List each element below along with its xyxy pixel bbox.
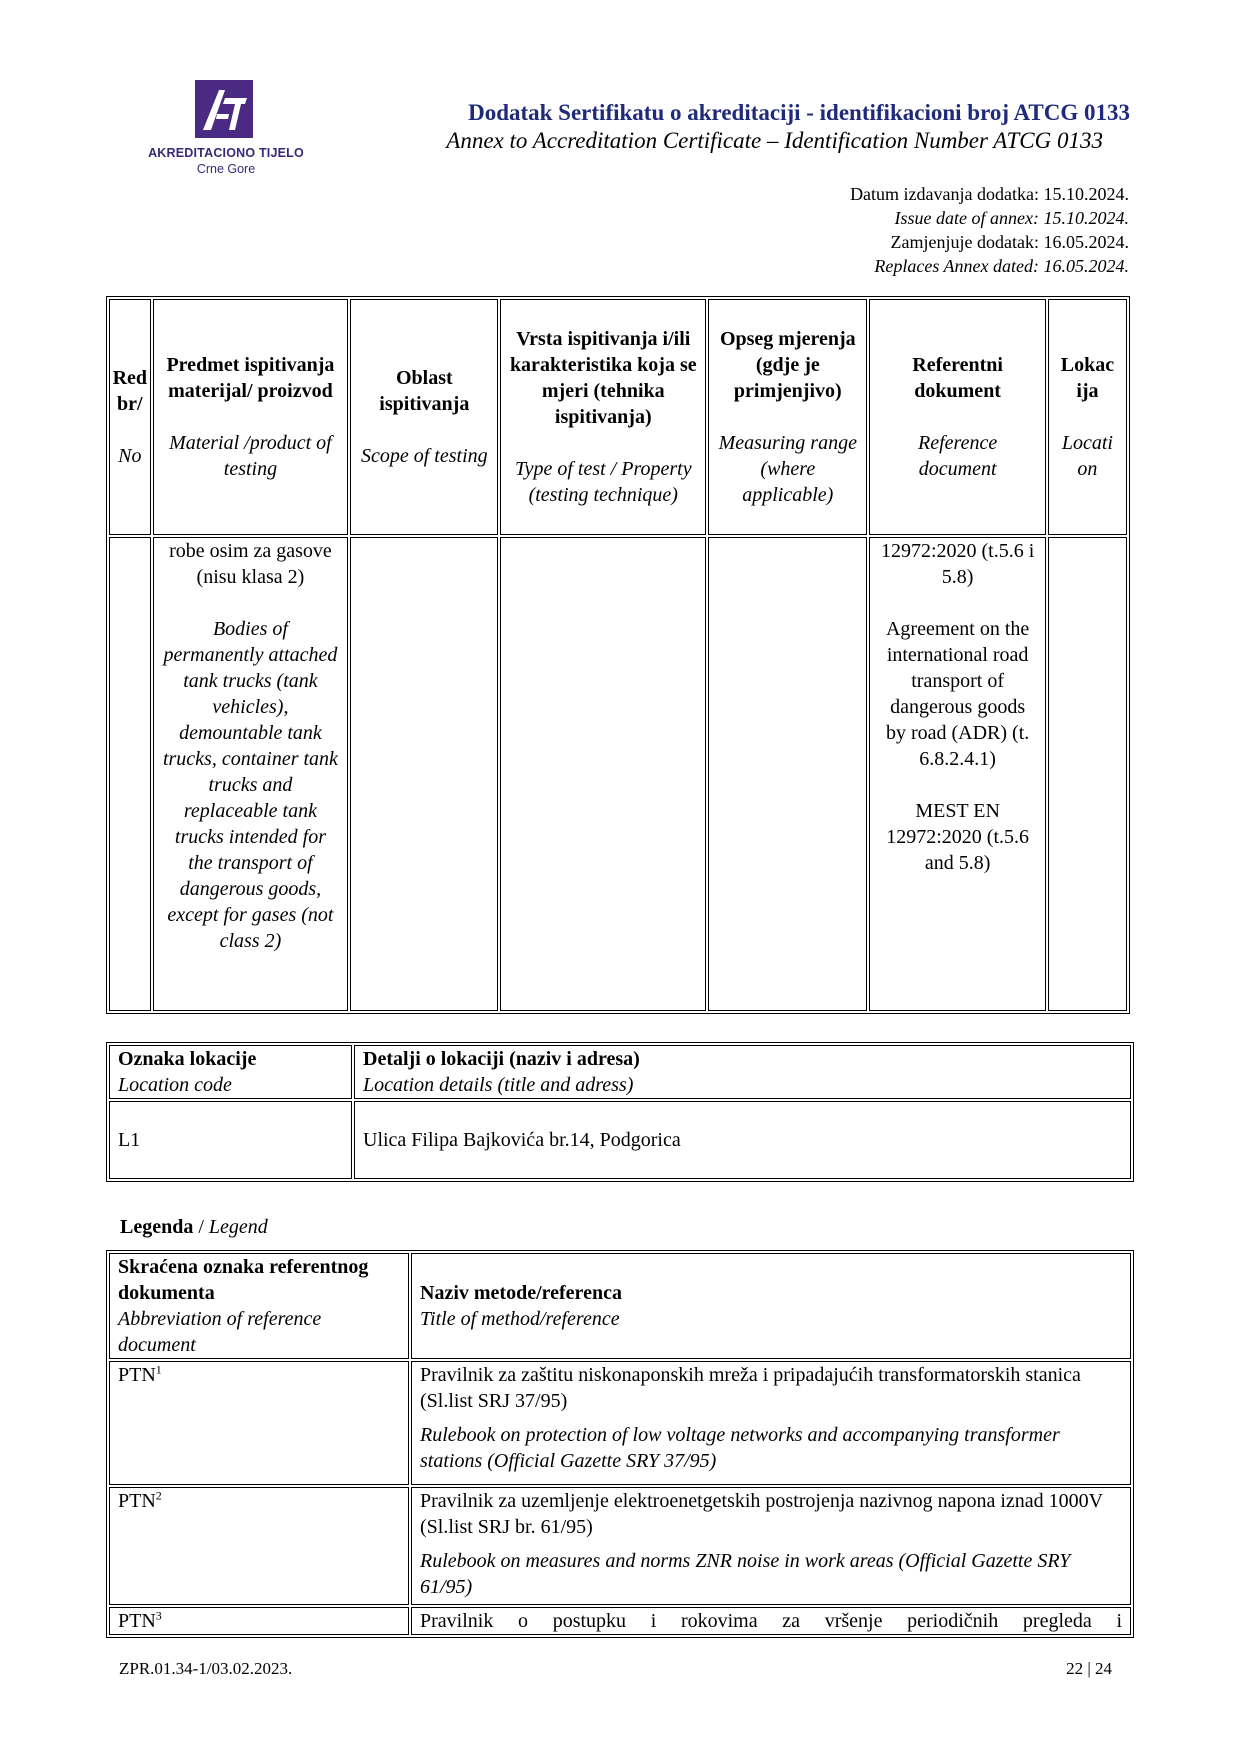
header-scope: Oblast ispitivanja Scope of testing [350, 299, 498, 535]
header-location: Lokac ija Locati on [1048, 299, 1127, 535]
header-material: Predmet ispitivanja materijal/ proizvod Material /product of testing [153, 299, 349, 535]
location-table-header [109, 1045, 1131, 1099]
logo-subtitle: Crne Gore [196, 162, 256, 176]
legend-table [106, 1250, 1134, 1638]
issue-date-en: Issue date of annex: 15.10.2024. [894, 208, 1129, 228]
table-row [109, 1101, 1131, 1179]
logo-mark [195, 80, 253, 138]
table-row [109, 1607, 1131, 1635]
cell-no [109, 537, 151, 1011]
footer-page-number: 22 | 24 [1066, 1659, 1112, 1678]
cell-range [708, 537, 867, 1011]
scope-table-header [109, 299, 1127, 535]
table-row [109, 537, 1127, 1011]
legend-title: Legenda / Legend [120, 1216, 268, 1238]
cell-material: robe osim za gasove (nisu klasa 2) Bodies of permanently attached tank trucks (tank vehicles), demountable tank trucks, container tank trucks and replaceable tank trucks intended for the transport of dangerous goods, except for gases (not class 2) [153, 537, 349, 1011]
legend-method: Pravilnik za zaštitu niskonaponskih mreža i pripadajućih transformatorskih stanica (Sl.list SRJ 37/95) Rulebook on protection of low voltage networks and accompanying transformer stations (Official Gazette SRY 37/95) [411, 1361, 1131, 1485]
cell-scope [350, 537, 498, 1011]
scope-table [106, 296, 1130, 1014]
cell-location [1048, 537, 1127, 1011]
logo-symbol-icon [195, 80, 253, 138]
annex-dates [700, 182, 1129, 278]
table-row [109, 1361, 1131, 1485]
header-location-details: Detalji o lokaciji (naziv i adresa) Location details (title and adress) [354, 1045, 1131, 1099]
location-table [106, 1042, 1134, 1182]
legend-abbr: PTN$^3$ [109, 1607, 409, 1635]
replaces-date-local: Zamjenjuje dodatak: 16.05.2024. [890, 232, 1129, 252]
header-abbreviation: Skraćena oznaka referentnog dokumenta Abbreviation of reference document [109, 1253, 409, 1359]
annex-title-local: Dodatak Sertifikatu o akreditaciji - identifikacioni broj ATCG 0133 [468, 100, 1130, 125]
table-row [109, 1487, 1131, 1605]
legend-abbr: PTN$^1$ [109, 1361, 409, 1485]
replaces-date-en: Replaces Annex dated: 16.05.2024. [874, 256, 1129, 276]
header-no: Red br/ No [109, 299, 151, 535]
footer-doc-code: ZPR.01.34-1/03.02.2023. [119, 1659, 293, 1678]
header-reference-document: Referentni dokument Reference document [869, 299, 1045, 535]
header-measuring-range: Opseg mjerenja (gdje je primjenjivo) Measuring range (where applicable) [708, 299, 867, 535]
legend-method: Pravilnik o postupku i rokovima za vršenje periodičnih pregleda i [411, 1607, 1131, 1635]
header-location-code: Oznaka lokacije Location code [109, 1045, 352, 1099]
cell-reference: 12972:2020 (t.5.6 i 5.8) Agreement on the international road transport of dangerous goods by road (ADR) (t. 6.8.2.4.1) MEST EN 12972:2020 (t.5.6 and 5.8) [869, 537, 1045, 1011]
cell-type [500, 537, 706, 1011]
legend-method: Pravilnik za uzemljenje elektroenetgetskih postrojenja nazivnog napona iznad 1000V (Sl.list SRJ br. 61/95) Rulebook on measures and norms ZNR noise in work areas (Official Gazette SRY 61/95) [411, 1487, 1131, 1605]
location-details: Ulica Filipa Bajkovića br.14, Podgorica [354, 1101, 1131, 1179]
legend-table-header [109, 1253, 1131, 1359]
logo-name: AKREDITACIONO TIJELO [148, 146, 304, 160]
legend-abbr: PTN$^2$ [109, 1487, 409, 1605]
annex-title-en: Annex to Accreditation Certificate – Identification Number ATCG 0133 [446, 128, 1103, 153]
header-type-of-test: Vrsta ispitivanja i/ili karakteristika koja se mjeri (tehnika ispitivanja) Type of test / Property (testing technique) [500, 299, 706, 535]
location-code: L1 [109, 1101, 352, 1179]
header-method-title: Naziv metode/referenca Title of method/reference [411, 1253, 1131, 1359]
issue-date-local: Datum izdavanja dodatka: 15.10.2024. [850, 184, 1129, 204]
